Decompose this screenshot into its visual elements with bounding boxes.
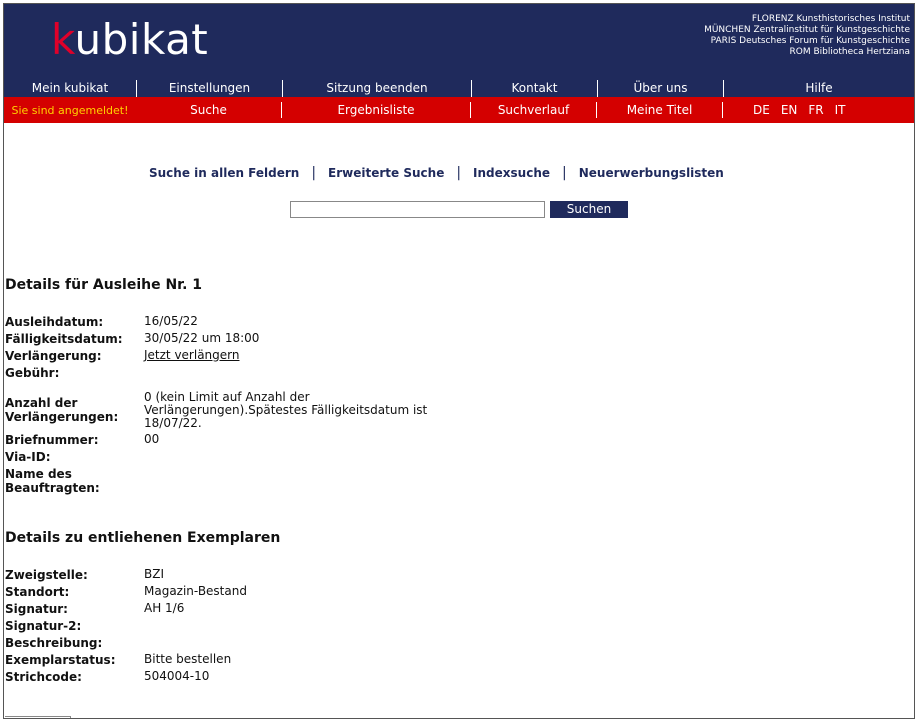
tab-separator: | <box>562 165 567 181</box>
main-nav <box>4 80 914 97</box>
label-via-id: Via-ID: <box>5 450 51 464</box>
copy-details <box>5 568 444 687</box>
page-frame <box>3 3 915 719</box>
language-switcher <box>723 103 846 117</box>
header <box>4 4 914 80</box>
subnav-meine-titel[interactable]: Meine Titel <box>597 102 723 118</box>
kubikat-logo[interactable]: kubikat <box>51 15 209 64</box>
value-via-id <box>144 450 444 467</box>
value-verlaengerung <box>144 349 444 366</box>
value-signatur-2 <box>144 619 444 636</box>
label-beschreibung: Beschreibung: <box>5 636 103 650</box>
label-briefnummer: Briefnummer: <box>5 433 99 447</box>
lang-fr[interactable]: FR <box>808 103 824 117</box>
search-button[interactable]: Suchen <box>550 201 628 218</box>
label-strichcode: Strichcode: <box>5 670 82 684</box>
value-zweigstelle: BZI <box>144 567 164 581</box>
label-verlaengerung: Verlängerung: <box>5 349 102 363</box>
label-anzahl-verlaengerungen: Anzahl der Verlängerungen: <box>5 396 119 424</box>
login-status: Sie sind angemeldet! <box>11 103 129 117</box>
lang-de[interactable]: DE <box>753 103 770 117</box>
loan-details <box>5 315 444 497</box>
label-signatur-2: Signatur-2: <box>5 619 82 633</box>
institute-florenz: FLORENZ Kunsthistorisches Institut <box>751 14 910 24</box>
institute-muenchen: MÜNCHEN Zentralinstitut für Kunstgeschichte <box>704 25 910 35</box>
row-standort <box>5 585 444 602</box>
row-faelligkeitsdatum <box>5 332 444 349</box>
nav-einstellungen[interactable]: Einstellungen <box>137 80 283 97</box>
tab-suche-alle-felder[interactable]: Suche in allen Feldern <box>149 166 300 180</box>
row-zweigstelle <box>5 568 444 585</box>
row-verlaengerung <box>5 349 444 366</box>
tab-indexsuche[interactable]: Indexsuche <box>473 166 551 180</box>
tab-erweiterte-suche[interactable]: Erweiterte Suche <box>328 166 445 180</box>
value-briefnummer: 00 <box>144 432 160 446</box>
row-ausleihdatum <box>5 315 444 332</box>
subnav-ergebnisliste[interactable]: Ergebnisliste <box>282 102 471 118</box>
value-gebuehr <box>144 366 444 387</box>
search-tabs <box>149 165 724 181</box>
label-zweigstelle: Zweigstelle: <box>5 568 88 582</box>
institute-paris: PARIS Deutsches Forum für Kunstgeschichte <box>710 36 910 46</box>
renew-now-link[interactable]: Jetzt verlängern <box>144 348 240 362</box>
label-gebuehr: Gebühr: <box>5 366 60 380</box>
subnav-suche[interactable]: Suche <box>136 102 282 118</box>
value-beschreibung <box>144 636 444 653</box>
value-ausleihdatum: 16/05/22 <box>144 314 198 328</box>
row-beauftragter <box>5 467 444 497</box>
institute-rom: ROM Bibliotheca Hertziana <box>789 47 910 57</box>
value-faelligkeitsdatum: 30/05/22 um 18:00 <box>144 331 260 345</box>
tab-separator: | <box>311 165 317 181</box>
loan-details-heading: Details für Ausleihe Nr. 1 <box>5 277 203 293</box>
nav-hilfe[interactable]: Hilfe <box>805 81 833 95</box>
row-anzahl-verlaengerungen <box>5 387 444 433</box>
row-via-id <box>5 450 444 467</box>
value-strichcode: 504004-10 <box>144 669 210 683</box>
value-standort: Magazin-Bestand <box>144 584 247 598</box>
value-beauftragter <box>115 467 415 497</box>
nav-ueber-uns[interactable]: Über uns <box>598 80 724 97</box>
row-beschreibung <box>5 636 444 653</box>
row-signatur <box>5 602 444 619</box>
tab-separator: | <box>456 165 462 181</box>
institutes-list <box>704 14 910 58</box>
bottom-button-edge[interactable] <box>5 716 71 719</box>
row-strichcode <box>5 670 444 687</box>
label-beauftragter: Name des Beauftragten: <box>5 467 100 495</box>
row-exemplarstatus <box>5 653 444 670</box>
lang-en[interactable]: EN <box>780 103 798 117</box>
subnav-suchverlauf[interactable]: Suchverlauf <box>471 102 597 118</box>
value-signatur: AH 1/6 <box>144 601 185 615</box>
value-exemplarstatus: Bitte bestellen <box>144 652 232 666</box>
label-ausleihdatum: Ausleihdatum: <box>5 315 104 329</box>
row-signatur-2 <box>5 619 444 636</box>
lang-it[interactable]: IT <box>834 103 846 117</box>
nav-kontakt[interactable]: Kontakt <box>472 80 598 97</box>
tab-neuerwerbungslisten[interactable]: Neuerwerbungslisten <box>578 166 724 180</box>
search-row <box>290 201 628 218</box>
row-gebuehr <box>5 366 444 387</box>
nav-sitzung-beenden[interactable]: Sitzung beenden <box>283 80 472 97</box>
label-exemplarstatus: Exemplarstatus: <box>5 653 116 667</box>
row-briefnummer <box>5 433 444 450</box>
value-anzahl-verlaengerungen: 0 (kein Limit auf Anzahl der Verlängerungen).Spätestes Fälligkeitsdatum ist 18/07/22. <box>144 389 428 430</box>
label-faelligkeitsdatum: Fälligkeitsdatum: <box>5 332 123 346</box>
label-signatur: Signatur: <box>5 602 68 616</box>
search-input[interactable] <box>290 201 545 218</box>
copy-details-heading: Details zu entliehenen Exemplaren <box>5 530 281 546</box>
nav-mein-kubikat[interactable]: Mein kubikat <box>4 80 137 97</box>
sub-nav <box>4 97 914 123</box>
label-standort: Standort: <box>5 585 70 599</box>
